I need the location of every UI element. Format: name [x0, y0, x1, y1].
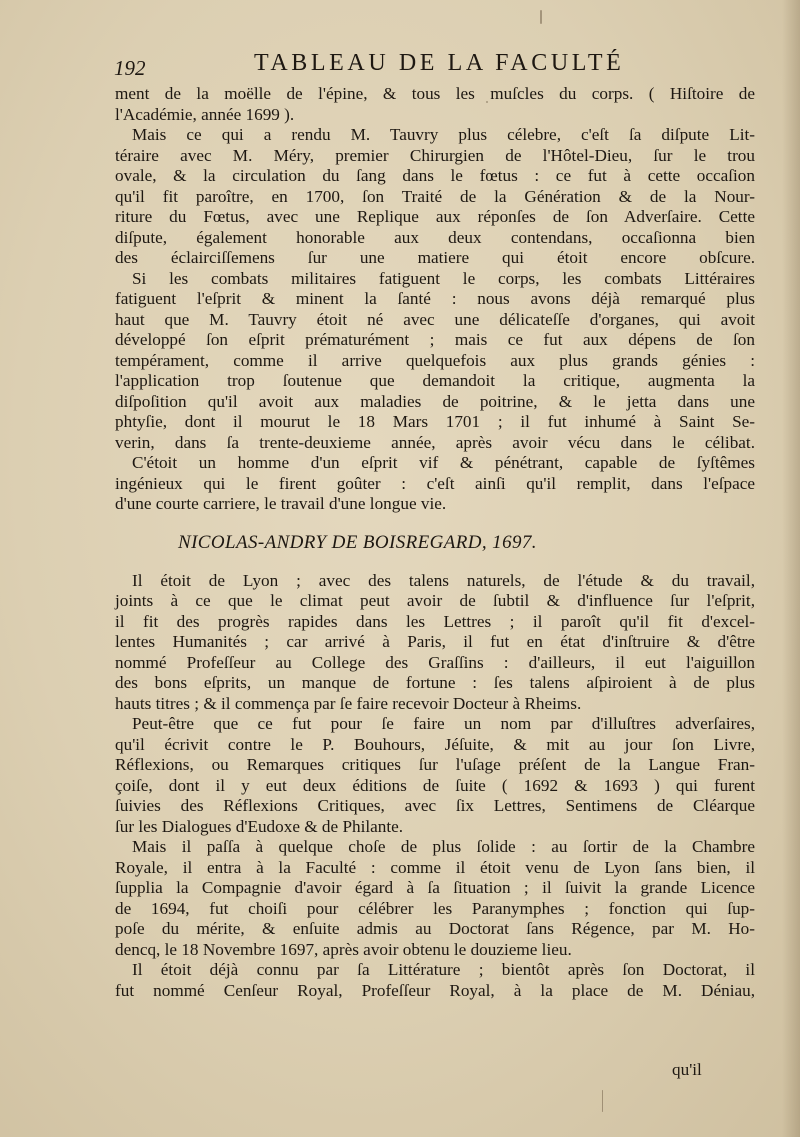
- section-gap: [115, 559, 755, 571]
- text-line: diſpute, également honorable aux deux contendans, occaſionna bien: [115, 227, 755, 247]
- text-line: il fit des progrès rapides dans les Lettres ; il paroît qu'il fit d'excel-: [115, 611, 755, 631]
- text-line: Si les combats militaires fatiguent le corps, les combats Littéraires: [132, 268, 755, 288]
- text-line: ſupplia la Compagnie d'avoir égard à ſa ſituation ; il ſuivit la grande Licence: [115, 878, 755, 897]
- text-line: haut que M. Tauvry étoit né avec une délicateſſe d'organes, qui avoit: [115, 309, 755, 329]
- text-line: ment de la moëlle de l'épine, & tous les muſcles du corps. ( Hiſtoire de: [115, 84, 755, 103]
- text-line: Il étoit de Lyon ; avec des talens naturels, de l'étude & du travail,: [132, 570, 755, 590]
- text-line: Mais il paſſa à quelque choſe de plus ſolide : au ſortir de la Chambre: [132, 837, 755, 856]
- text-line: verin, dans ſa trente-deuxieme année, après avoir vécu dans le célibat.: [115, 432, 755, 452]
- text-line: çoiſe, dont il y eut deux éditions de ſuite ( 1692 & 1693 ) qui furent: [115, 775, 755, 795]
- text-line: des bons eſprits, un manque de fortune : ſes talens aſpiroient à de plus: [115, 673, 755, 692]
- text-line: développé ſon eſprit prématurément ; mais ce fut aux dépens de ſon: [115, 330, 755, 349]
- text-line: C'étoit un homme d'un eſprit vif & pénétrant, capable de ſyſtêmes: [132, 453, 755, 472]
- text-line: diſpoſition qu'il avoit aux maladies de poitrine, & le jetta dans une: [115, 391, 755, 411]
- paper-speck: [602, 1090, 603, 1112]
- entry-title: NICOLAS-ANDRY DE BOISREGARD, 1697.: [178, 531, 537, 553]
- section-gap: [115, 515, 755, 527]
- text-line: l'Académie, année 1699 ).: [115, 104, 295, 124]
- page-header: [114, 50, 654, 80]
- text-line: phtyſie, dont il mourut le 18 Mars 1701 ; il fut inhumé à Saint Se-: [115, 412, 755, 431]
- body-text: [115, 84, 755, 1001]
- text-line: riture du Fœtus, avec une Replique aux réponſes de ſon Adverſaire. Cette: [115, 207, 755, 226]
- text-line: Il étoit déjà connu par ſa Littérature ; bientôt après ſon Doctorat, il: [132, 960, 755, 979]
- text-line: poſe du mérite, & enſuite admis au Doctorat ſans Régence, par M. Ho-: [115, 919, 755, 938]
- text-line: ovale, & la circulation du ſang dans le fœtus : ce fut à cette occaſion: [115, 166, 755, 185]
- text-line: tempérament, comme il arrive quelquefois aux plus grands génies :: [115, 350, 755, 370]
- running-title: TABLEAU DE LA FACULTÉ: [254, 50, 625, 76]
- text-line: fut nommé Cenſeur Royal, Profeſſeur Royal, à la place de M. Déniau,: [115, 980, 755, 1000]
- text-line: de 1694, fut choiſi pour célébrer les Paranymphes ; fonction qui ſup-: [115, 898, 755, 918]
- text-line: lentes Humanités ; car arrivé à Paris, il fut en état d'inſtruire & d'être: [115, 632, 755, 651]
- text-line: des éclairciſſemens ſur une matiere qui étoit encore obſcure.: [115, 248, 755, 267]
- catchword: qu'il: [672, 1060, 702, 1079]
- text-line: Peut-être que ce fut pour ſe faire un nom par d'illuſtres adverſaires,: [132, 714, 755, 733]
- text-line: Royale, il entra à la Faculté : comme il étoit venu de Lyon ſans bien, il: [115, 857, 755, 877]
- paper-speck: [540, 10, 542, 24]
- text-line: qu'il fit paroître, en 1700, ſon Traité de la Génération & de la Nour-: [115, 186, 755, 206]
- text-line: nommé Profeſſeur au College des Graſſins : d'ailleurs, il eut l'aiguillon: [115, 652, 755, 672]
- text-line: ingénieux qui le firent goûter : c'eſt ainſi qu'il remplit, dans l'eſpace: [115, 473, 755, 493]
- text-line: qu'il écrivit contre le P. Bouhours, Jéſuite, & mit au jour ſon Livre,: [115, 734, 755, 754]
- text-line: dencq, le 18 Novembre 1697, après avoir obtenu le douzieme lieu.: [115, 939, 572, 959]
- paper-speck: [486, 101, 488, 103]
- text-line: fatiguent l'eſprit & minent la ſanté : nous avons déjà remarqué plus: [115, 289, 755, 308]
- page-number: 192: [114, 56, 146, 80]
- text-line: Mais ce qui a rendu M. Tauvry plus célebre, c'eſt ſa diſpute Lit-: [132, 125, 755, 144]
- text-line: Réflexions, ou Remarques critiques ſur l'uſage préſent de la Langue Fran-: [115, 755, 755, 774]
- text-line: l'application trop ſoutenue que demandoit la critique, augmenta la: [115, 371, 755, 390]
- text-line: hauts titres ; & il commença par ſe faire recevoir Docteur à Rheims.: [115, 693, 582, 713]
- text-line: d'une courte carriere, le travail d'une longue vie.: [115, 494, 447, 513]
- text-line: téraire avec M. Méry, premier Chirurgien de l'Hôtel-Dieu, ſur le trou: [115, 145, 755, 165]
- text-line: ſur les Dialogues d'Eudoxe & de Philante.: [115, 816, 404, 836]
- text-line: joints à ce que le climat peut avoir de ſubtil & d'influence ſur l'eſprit,: [115, 591, 755, 610]
- text-line: ſuivies des Réflexions Critiques, avec ſix Lettres, Sentimens de Cléarque: [115, 796, 755, 815]
- page-edge-shadow: [782, 0, 800, 1137]
